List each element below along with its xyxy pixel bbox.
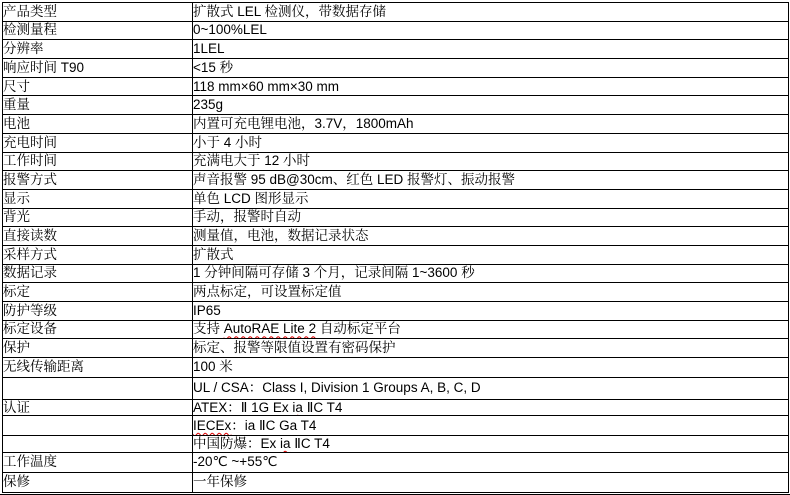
table-row bbox=[3, 115, 789, 134]
spec-label: 尺寸 bbox=[3, 77, 193, 96]
spec-label: 标定 bbox=[3, 283, 193, 302]
spec-value-part: ⅡC T4 bbox=[290, 435, 330, 451]
spec-value-part: 中国防爆：Ex bbox=[193, 435, 281, 451]
spec-label: 保修 bbox=[3, 473, 193, 493]
table-row-certification bbox=[3, 436, 789, 453]
spec-value-part-misspelled: AutoRAE Lite 2 bbox=[223, 321, 317, 337]
spec-value: 充满电大于 12 小时 bbox=[193, 152, 789, 171]
table-row bbox=[3, 171, 789, 190]
spec-label: 产品类型 bbox=[3, 3, 193, 22]
table-row bbox=[3, 208, 789, 227]
spec-value: 手动，报警时自动 bbox=[193, 208, 789, 227]
spec-value: 118 mm×60 mm×30 mm bbox=[193, 77, 789, 96]
table-row bbox=[3, 152, 789, 171]
spec-value bbox=[193, 400, 789, 416]
spec-label: 响应时间 T90 bbox=[3, 59, 193, 78]
spec-label: 标定设备 bbox=[3, 320, 193, 339]
spec-value: 100 米 bbox=[193, 358, 789, 378]
spec-value: 235g bbox=[193, 96, 789, 115]
spec-value: 小于 4 小时 bbox=[193, 133, 789, 152]
spec-value: 一年保修 bbox=[193, 473, 789, 493]
spec-label: 工作温度 bbox=[3, 453, 193, 473]
spec-label: 重量 bbox=[3, 96, 193, 115]
table-row bbox=[3, 320, 789, 339]
spec-value: 1LEL bbox=[193, 40, 789, 59]
spec-value-part: 支持 bbox=[193, 321, 224, 337]
spec-value: 标定、报警等限值设置有密码保护 bbox=[193, 339, 789, 358]
spec-value-part: UL / CSA：Class I, Division 1 Groups A, B, C, D bbox=[193, 380, 481, 396]
spec-label: 背光 bbox=[3, 208, 193, 227]
spec-label: 保护 bbox=[3, 339, 193, 358]
spec-value: 扩散式 LEL 检测仪，带数据存储 bbox=[193, 3, 789, 22]
spec-value bbox=[193, 378, 789, 400]
table-row bbox=[3, 473, 789, 493]
spec-label: 分辨率 bbox=[3, 40, 193, 59]
spec-value: 0~100%LEL bbox=[193, 21, 789, 40]
spec-value: -20℃ ~+55℃ bbox=[193, 453, 789, 473]
table-row-certification bbox=[3, 400, 789, 416]
table-row bbox=[3, 59, 789, 78]
table-row bbox=[3, 283, 789, 302]
spec-value-part: ：ia ⅡC Ga T4 bbox=[231, 417, 317, 433]
spec-value: <15 秒 bbox=[193, 59, 789, 78]
spec-label-empty bbox=[3, 416, 193, 436]
table-row bbox=[3, 133, 789, 152]
spec-label: 工作时间 bbox=[3, 152, 193, 171]
spec-label: 防护等级 bbox=[3, 302, 193, 321]
spec-value: 单色 LCD 图形显示 bbox=[193, 189, 789, 208]
spec-label: 报警方式 bbox=[3, 171, 193, 190]
spec-label: 直接读数 bbox=[3, 227, 193, 246]
spec-label: 检测量程 bbox=[3, 21, 193, 40]
table-row bbox=[3, 339, 789, 358]
spec-value-part-misspelled: ia bbox=[292, 400, 303, 416]
table-row bbox=[3, 264, 789, 283]
table-row bbox=[3, 453, 789, 473]
spec-value bbox=[193, 416, 789, 436]
table-row bbox=[3, 358, 789, 378]
spec-value-part-misspelled: ia bbox=[280, 435, 291, 451]
spec-label-empty bbox=[3, 436, 193, 453]
spec-value bbox=[193, 436, 789, 453]
spec-label: 充电时间 bbox=[3, 133, 193, 152]
table-row-certification bbox=[3, 378, 789, 400]
spec-value: 声音报警 95 dB@30cm、红色 LED 报警灯、振动报警 bbox=[193, 171, 789, 190]
spec-value: 测量值，电池，数据记录状态 bbox=[193, 227, 789, 246]
spec-label: 电池 bbox=[3, 115, 193, 134]
spec-label: 认证 bbox=[3, 400, 193, 416]
spec-value: 1 分钟间隔可存储 3 个月，记录间隔 1~3600 秒 bbox=[193, 264, 789, 283]
spec-value: 扩散式 bbox=[193, 245, 789, 264]
spec-value: 内置可充电锂电池，3.7V，1800mAh bbox=[193, 115, 789, 134]
spec-value: 两点标定，可设置标定值 bbox=[193, 283, 789, 302]
table-row bbox=[3, 245, 789, 264]
table-row bbox=[3, 227, 789, 246]
table-row bbox=[3, 302, 789, 321]
table-row bbox=[3, 40, 789, 59]
spec-value-part: ATEX：Ⅱ 1G Ex bbox=[193, 400, 293, 416]
table-row bbox=[3, 96, 789, 115]
table-row bbox=[3, 21, 789, 40]
table-row bbox=[3, 77, 789, 96]
spec-value-part-misspelled: IECEx bbox=[193, 417, 232, 433]
spec-label: 数据记录 bbox=[3, 264, 193, 283]
spec-label: 显示 bbox=[3, 189, 193, 208]
spec-value: IP65 bbox=[193, 302, 789, 321]
spec-label-empty bbox=[3, 378, 193, 400]
spec-table bbox=[2, 2, 789, 493]
spec-value bbox=[193, 320, 789, 339]
spec-value-part: ⅡC T4 bbox=[302, 400, 343, 416]
table-row bbox=[3, 189, 789, 208]
table-row-certification bbox=[3, 416, 789, 436]
spec-label: 采样方式 bbox=[3, 245, 193, 264]
table-row bbox=[3, 3, 789, 22]
spec-value-part: 自动标定平台 bbox=[316, 321, 401, 337]
spec-label: 无线传输距离 bbox=[3, 358, 193, 378]
